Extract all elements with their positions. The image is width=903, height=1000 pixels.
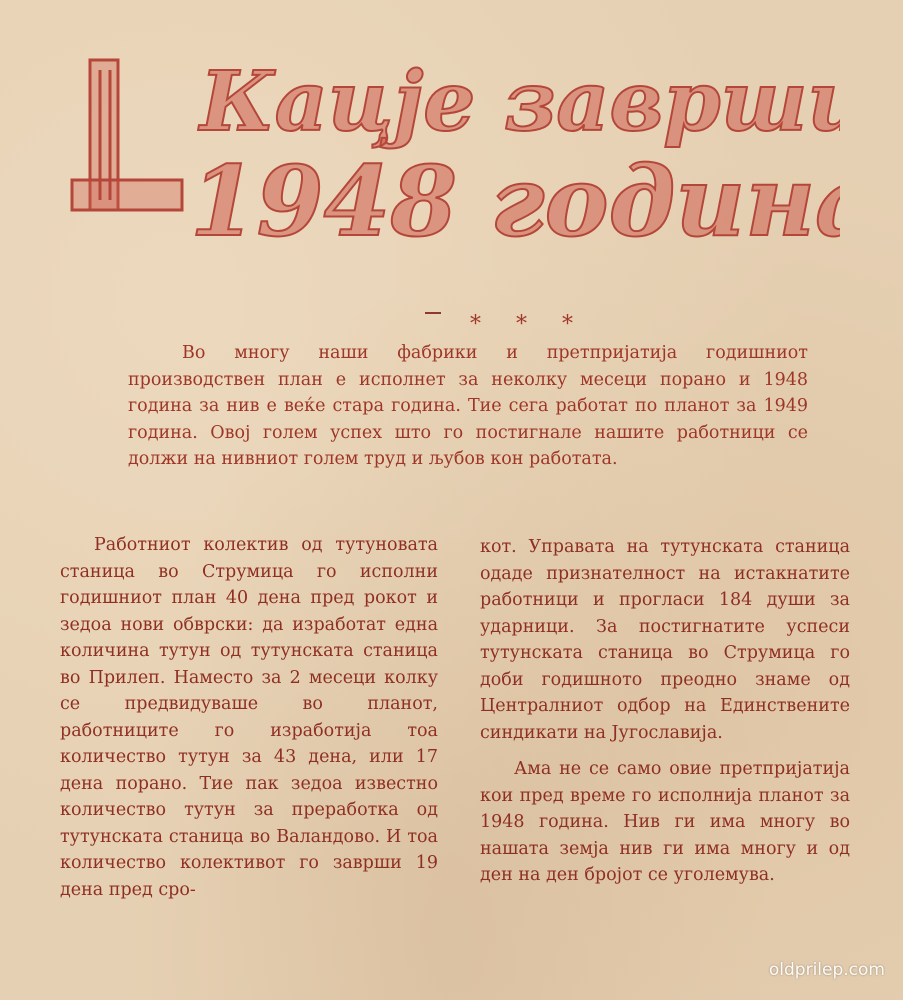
left-column-text: Работниот колектив од тутуновата станица во Струмица го исполни годишниот план 40 дена пред рокот и зедоа нови обврски: да изработат една количина тутун од тутунската станица во Прилеп. Наместо за 2 месеци колку се предвидуваше во планот, работниците го изработија тоа количество тутун за 43 дена, или 17 дена порано. Тие пак зедоа известно количество тутун за преработка од тутунската станица во Валандово. И тоа количество колективот го заврши 19 дена пред сро- [60, 535, 438, 900]
right-column [480, 534, 850, 889]
factory-icon [72, 60, 182, 210]
right-column-paragraph-2: Ама не се само овие претпријатија кои пред време го исполнија планот за 1948 година. Нив ги има многу во нашата земја нив ги има многу и од ден на ден бројот се уголемува. [480, 759, 850, 885]
headline-line2: 1948 година [190, 145, 840, 258]
headline-line1: Кацје заврши [200, 54, 840, 150]
intro-paragraph: Во многу наши фабрики и претпријатија годишниот производствен план е исполнет за неколку месеци порано и 1948 година за нив е веќе стара година. Тие сега работат по планот за 1949 година. Овој голем успех што го постигнале нашите работници се должи на нивниот голем труд и љубов кон работата. [128, 343, 808, 469]
left-column [60, 532, 438, 903]
separator-asterisks: * * * [470, 312, 587, 337]
headline-art [60, 30, 840, 260]
dash-mark [425, 312, 441, 314]
watermark: oldprilep.com [768, 960, 885, 980]
headline [60, 30, 840, 260]
right-column-paragraph-1: кот. Управата на тутунската станица одаде признателност на истакнатите работници и прогласи 184 души за ударници. За постигнатите успеси тутунската станица во Струмица го доби годишното преодно знаме од Централниот одбор на Единствените синдикати на Југославија. [480, 537, 850, 743]
